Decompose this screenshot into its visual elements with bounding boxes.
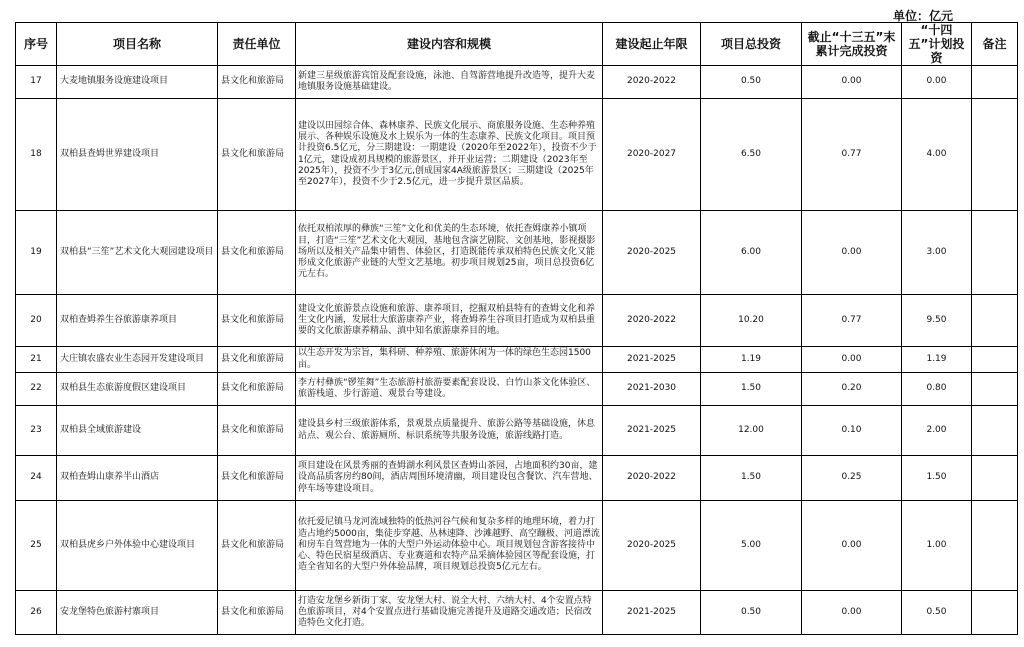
cell-note xyxy=(972,66,1018,99)
cell-content: 建设以田园综合体、森林康养、民族文化展示、商旅服务设施、生态种养殖展示、各种娱乐设施及水上娱乐为一体的生态康养、民族文化项目。项目预计投资6.5亿元，分三期建设：一期建设（2020年至2022年），投资不少于1亿元，建设成初具规模的旅游景区，并开业运营；二期建设（2023年至2025年），投资不少于3亿元,创成国家4A级旅游景区；三期建设（2025年至2027年），投资不少于2.5亿元，进一步提升景区品质。 xyxy=(296,99,603,211)
header-name: 项目名称 xyxy=(57,23,218,66)
table-row xyxy=(16,591,1018,635)
cell-done: 0.00 xyxy=(802,347,902,373)
cell-seq: 20 xyxy=(16,295,57,347)
cell-content: 新建三星级旅游宾馆及配套设施，泳池、自驾游营地提升改造等，提升大麦地镇服务设施基础建设。 xyxy=(296,66,603,99)
cell-total: 0.50 xyxy=(701,591,802,635)
cell-plan: 1.19 xyxy=(902,347,972,373)
table-row xyxy=(16,406,1018,456)
cell-total: 0.50 xyxy=(701,66,802,99)
cell-content: 项目建设在风景秀丽的查姆湖水利风景区查姆山茶园，占地面积约30亩，建设高品质客房约80间，酒店周围环境清幽，项目建设包含餐饮、汽车营地、停车场等建设项目。 xyxy=(296,456,603,501)
cell-period: 2020-2025 xyxy=(603,501,701,591)
header-total: 项目总投资 xyxy=(701,23,802,66)
cell-content: 依托双柏浓厚的彝族“三笙”文化和优美的生态环境，依托查姆康养小镇项目，打造“三笙”艺术文化大观园，基地包含演艺剧院、文创基地，影视摄影场所以及相关产品集中销售、体验区，打造既能传承双柏特色民族文化又能形成文化旅游产业链的大型文艺基地。初步项目规划25亩，项目总投资6亿元左右。 xyxy=(296,211,603,295)
cell-seq: 18 xyxy=(16,99,57,211)
cell-done: 0.20 xyxy=(802,373,902,406)
cell-done: 0.00 xyxy=(802,66,902,99)
header-plan: “十四五”计划投资 xyxy=(902,23,972,66)
cell-plan: 9.50 xyxy=(902,295,972,347)
cell-unit: 县文化和旅游局 xyxy=(218,295,296,347)
cell-period: 2020-2025 xyxy=(603,211,701,295)
header-content: 建设内容和规模 xyxy=(296,23,603,66)
cell-done: 0.00 xyxy=(802,501,902,591)
cell-unit: 县文化和旅游局 xyxy=(218,373,296,406)
cell-seq: 26 xyxy=(16,591,57,635)
cell-note xyxy=(972,211,1018,295)
cell-seq: 19 xyxy=(16,211,57,295)
cell-unit: 县文化和旅游局 xyxy=(218,406,296,456)
cell-content: 以生态开发为宗旨，集科研、种养殖、旅游休闲为一体的绿色生态园1500亩。 xyxy=(296,347,603,373)
cell-content: 建设县乡村三级旅游体系，景观景点质量提升、旅游公路等基础设施，休息站点、观公台、旅游厕所、标识系统等共服务设施，旅游线路打造。 xyxy=(296,406,603,456)
cell-note xyxy=(972,295,1018,347)
table-row xyxy=(16,456,1018,501)
cell-name: 双柏县虎乡户外体验中心建设项目 xyxy=(57,501,218,591)
cell-content: 建设文化旅游景点设施和旅游、康养项目，挖掘双柏县特有的查姆文化和养生文化内涵，发展壮大旅游康养产业，将查姆养生谷项目打造成为双柏县重要的文化旅游康养精品、滇中知名旅游康养目的地。 xyxy=(296,295,603,347)
cell-name: 大麦地镇服务设施建设项目 xyxy=(57,66,218,99)
cell-plan: 1.00 xyxy=(902,501,972,591)
table-row xyxy=(16,373,1018,406)
cell-unit: 县文化和旅游局 xyxy=(218,66,296,99)
cell-done: 0.10 xyxy=(802,406,902,456)
table-row xyxy=(16,211,1018,295)
cell-period: 2020-2022 xyxy=(603,456,701,501)
cell-total: 10.20 xyxy=(701,295,802,347)
cell-done: 0.00 xyxy=(802,591,902,635)
cell-name: 双柏县“三笙”艺术文化大观园建设项目 xyxy=(57,211,218,295)
cell-total: 1.19 xyxy=(701,347,802,373)
cell-seq: 22 xyxy=(16,373,57,406)
unit-label: 单位：亿元 xyxy=(893,9,954,23)
cell-note xyxy=(972,406,1018,456)
cell-total: 6.50 xyxy=(701,99,802,211)
cell-name: 双柏查姆山康养半山酒店 xyxy=(57,456,218,501)
cell-done: 0.77 xyxy=(802,99,902,211)
cell-period: 2020-2022 xyxy=(603,295,701,347)
cell-unit: 县文化和旅游局 xyxy=(218,591,296,635)
cell-total: 6.00 xyxy=(701,211,802,295)
cell-content: 李方村彝族“锣笙舞”生态旅游村旅游要素配套设设、白竹山茶文化体验区、旅游栈道、步行游道、观景台等建设。 xyxy=(296,373,603,406)
cell-note xyxy=(972,99,1018,211)
cell-period: 2020-2027 xyxy=(603,99,701,211)
cell-note xyxy=(972,373,1018,406)
cell-seq: 24 xyxy=(16,456,57,501)
cell-unit: 县文化和旅游局 xyxy=(218,347,296,373)
cell-plan: 0.80 xyxy=(902,373,972,406)
cell-name: 大庄镇农盛农业生态园开发建设项目 xyxy=(57,347,218,373)
cell-period: 2021-2030 xyxy=(603,373,701,406)
cell-note xyxy=(972,456,1018,501)
cell-unit: 县文化和旅游局 xyxy=(218,501,296,591)
cell-note xyxy=(972,347,1018,373)
cell-plan: 2.00 xyxy=(902,406,972,456)
cell-total: 1.50 xyxy=(701,456,802,501)
cell-period: 2021-2025 xyxy=(603,591,701,635)
cell-name: 双柏县生态旅游度假区建设项目 xyxy=(57,373,218,406)
header-period: 建设起止年限 xyxy=(603,23,701,66)
cell-done: 0.25 xyxy=(802,456,902,501)
cell-unit: 县文化和旅游局 xyxy=(218,456,296,501)
cell-plan: 1.50 xyxy=(902,456,972,501)
cell-done: 0.00 xyxy=(802,211,902,295)
cell-name: 双柏查姆养生谷旅游康养项目 xyxy=(57,295,218,347)
header-unit: 责任单位 xyxy=(218,23,296,66)
cell-name: 双柏县查姆世界建设项目 xyxy=(57,99,218,211)
cell-period: 2020-2022 xyxy=(603,66,701,99)
cell-period: 2021-2025 xyxy=(603,347,701,373)
cell-total: 1.50 xyxy=(701,373,802,406)
cell-note xyxy=(972,501,1018,591)
cell-seq: 21 xyxy=(16,347,57,373)
project-table xyxy=(15,22,1018,635)
cell-plan: 4.00 xyxy=(902,99,972,211)
cell-note xyxy=(972,591,1018,635)
cell-total: 12.00 xyxy=(701,406,802,456)
cell-plan: 3.00 xyxy=(902,211,972,295)
cell-plan: 0.00 xyxy=(902,66,972,99)
cell-content: 依托爱尼镇马龙河流域独特的低热河谷气候和复杂多样的地理环境，着力打造占地约5000亩，集徒步穿越、丛林速降、沙滩越野、高空蹦极、河道漂流和房车自驾营地为一体的大型户外运动体验中心。项目规划包含游客接待中心、特色民宿星级酒店、专业赛道和农特产品采摘体验园区等配套设施，打造全省知名的大型户外体验品牌，项目规划总投资5亿元左右。 xyxy=(296,501,603,591)
header-seq: 序号 xyxy=(16,23,57,66)
table-row xyxy=(16,501,1018,591)
table-row xyxy=(16,66,1018,99)
cell-unit: 县文化和旅游局 xyxy=(218,99,296,211)
table-row xyxy=(16,347,1018,373)
cell-done: 0.77 xyxy=(802,295,902,347)
cell-seq: 25 xyxy=(16,501,57,591)
cell-seq: 23 xyxy=(16,406,57,456)
cell-total: 5.00 xyxy=(701,501,802,591)
cell-seq: 17 xyxy=(16,66,57,99)
cell-name: 安龙堡特色旅游村寨项目 xyxy=(57,591,218,635)
cell-plan: 0.50 xyxy=(902,591,972,635)
cell-unit: 县文化和旅游局 xyxy=(218,211,296,295)
header-done: 截止“十三五”末累计完成投资 xyxy=(802,23,902,66)
table-row xyxy=(16,295,1018,347)
table-row xyxy=(16,99,1018,211)
cell-content: 打造安龙堡乡新街丁家、安龙堡大村、说全大村、六纳大村、4个安置点特色旅游项目，对4个安置点进行基础设施完善提升及道路交通改造；民宿改造特色文化打造。 xyxy=(296,591,603,635)
cell-period: 2021-2025 xyxy=(603,406,701,456)
cell-name: 双柏县全域旅游建设 xyxy=(57,406,218,456)
header-row xyxy=(16,23,1018,66)
header-note: 备注 xyxy=(972,23,1018,66)
